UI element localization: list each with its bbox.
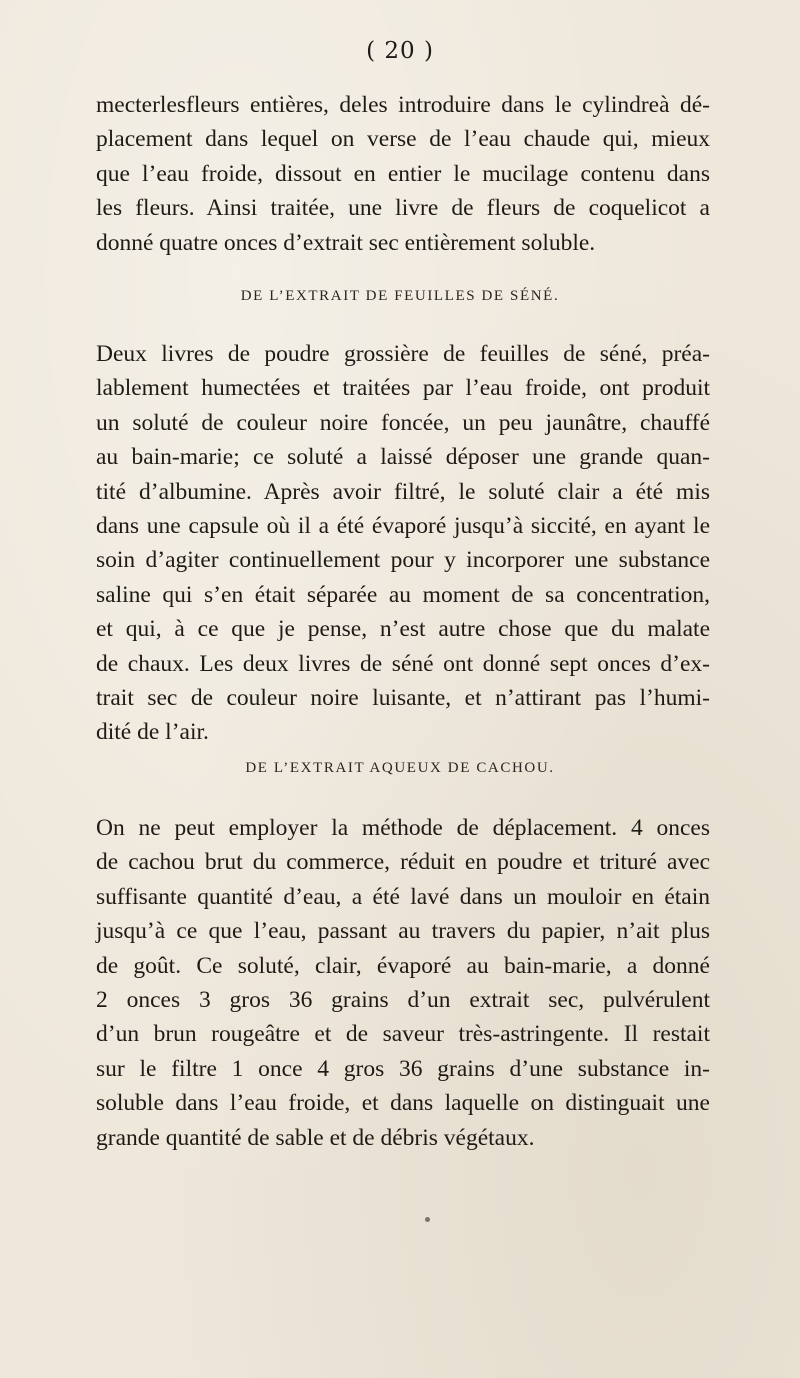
paragraph-3: [96, 811, 710, 1155]
text-line: suffisante quantité d’eau, a été lavé dans un mouloir en étain: [96, 883, 710, 910]
text-line: jusqu’à ce que l’eau, passant au travers du papier, n’ait plus: [96, 918, 710, 945]
text-line: saline qui s’en était séparée au moment de sa concentration,: [96, 581, 710, 608]
text-line: dité de l’air.: [96, 719, 209, 746]
text-line: soluble dans l’eau froide, et dans laquelle on distinguait une: [96, 1090, 710, 1117]
text-line: donné quatre onces d’extrait sec entièrement soluble.: [96, 229, 596, 256]
text-line: de cachou brut du commerce, réduit en poudre et trituré avec: [96, 849, 710, 876]
text-line: sur le filtre 1 once 4 gros 36 grains d’une substance in-: [96, 1055, 710, 1082]
text-line: lablement humectées et traitées par l’eau froide, ont produit: [96, 375, 710, 402]
text-line: de chaux. Les deux livres de séné ont donné sept onces d’ex-: [96, 650, 710, 677]
paper-speck: [425, 1217, 430, 1222]
text-line: les fleurs. Ainsi traitée, une livre de fleurs de coquelicot a: [96, 195, 710, 222]
text-line: au bain-marie; ce soluté a laissé déposer une grande quan-: [96, 444, 710, 471]
section-heading-cachou: DE L’EXTRAIT AQUEUX DE CACHOU.: [245, 760, 555, 776]
text-line: que l’eau froide, dissout en entier le mucilage contenu dans: [96, 160, 710, 187]
text-line: On ne peut employer la méthode de déplacement. 4 onces: [96, 815, 710, 841]
page-number: ( 20 ): [366, 38, 434, 64]
paragraph-2: [96, 337, 710, 750]
text-line: soin d’agiter continuellement pour y incorporer une substance: [96, 547, 710, 574]
text-line: de goût. Ce soluté, clair, évaporé au bain-marie, a donné: [96, 952, 710, 979]
text-line: tité d’albumine. Après avoir filtré, le soluté clair a été mis: [96, 478, 710, 505]
text-line: Deux livres de poudre grossière de feuilles de séné, préa-: [96, 341, 710, 367]
text-line: un soluté de couleur noire foncée, un peu jaunâtre, chauffé: [96, 409, 710, 436]
text-line: trait sec de couleur noire luisante, et n’attirant pas l’humi-: [96, 684, 710, 711]
text-line: dans une capsule où il a été évaporé jusqu’à siccité, en ayant le: [96, 512, 710, 539]
text-line: d’un brun rougeâtre et de saveur très-astringente. Il restait: [96, 1021, 710, 1048]
text-line: grande quantité de sable et de débris végétaux.: [96, 1124, 535, 1151]
text-line: 2 onces 3 gros 36 grains d’un extrait sec, pulvérulent: [96, 986, 710, 1013]
text-line: mecterlesfleurs entières, deles introduire dans le cylindreà dé-: [96, 92, 710, 118]
text-line: et qui, à ce que je pense, n’est autre chose que du malate: [96, 616, 710, 643]
paragraph-1: [96, 88, 710, 260]
section-heading-sene: DE L’EXTRAIT DE FEUILLES DE SÉNÉ.: [240, 288, 560, 304]
text-line: placement dans lequel on verse de l’eau chaude qui, mieux: [96, 126, 710, 153]
